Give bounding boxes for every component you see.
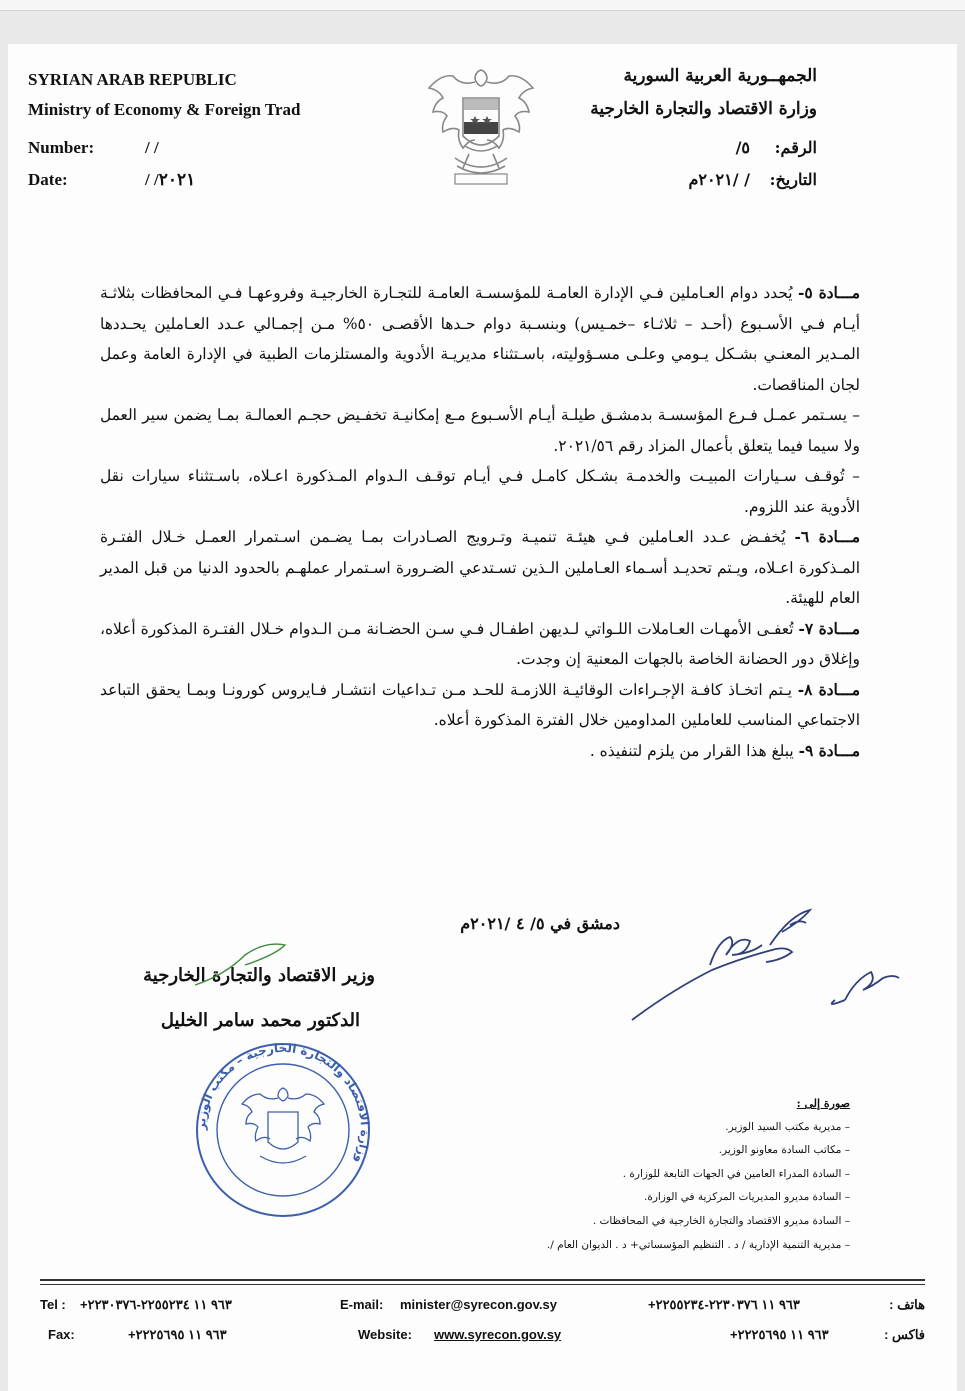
footer-email-value[interactable]: minister@syrecon.gov.sy xyxy=(400,1297,557,1312)
footer-phone-ar-value: +٩٦٣ ١١ ٢٢٣٠٣٧٦-٢٢٥٥٢٣٤ xyxy=(648,1297,800,1312)
header-number-value-ar: ٥/ xyxy=(735,138,750,157)
article-text: يبلغ هذا القرار من يلزم لتنفيذه . xyxy=(589,741,799,760)
article-9 xyxy=(100,736,860,767)
header-date-label-ar: التاريخ: xyxy=(769,170,817,189)
header-number-label-ar: الرقم: xyxy=(774,138,817,157)
header-date-value: / /٢٠٢١ xyxy=(145,170,196,189)
footer-website-label: Website: xyxy=(358,1327,412,1342)
footer-fax-label: Fax: xyxy=(48,1327,75,1342)
footer-phone-ar-label: هاتف : xyxy=(889,1297,925,1312)
cc-item: – السادة المدراء العامين في الجهات التابعة للوزارة . xyxy=(622,1167,850,1180)
article-label: مـــادة ٨- xyxy=(797,680,860,699)
article-8 xyxy=(100,675,860,736)
header-number-label: Number: xyxy=(28,138,95,157)
footer-fax-ar-value: +٩٦٣ ١١ ٢٢٢٥٦٩٥ xyxy=(730,1327,829,1342)
stamp-text: وزارة الاقتصاد والتجارة الخارجية – مكتب الوزير xyxy=(193,1040,373,1166)
header-date-label: Date: xyxy=(28,170,68,189)
footer-tel-label: Tel : xyxy=(40,1297,66,1312)
article-label: مـــادة ٦- xyxy=(794,528,860,546)
decision-body xyxy=(100,278,860,766)
article-label: مـــادة ٥- xyxy=(798,284,860,302)
article-text: يُحدد دوام العـاملين فـي الإدارة العامـة للمؤسسـة العامـة للتجـارة الخارجيـة وفروعهـا فـي المحافظات بثلاثـة أيـام فـي الأسـبوع (أحـد – ثلاثـاء –خمـيس) وبنسـبة دوام حـدها الأقصـى ٥٠% مـن إجمـالي عـدد العـاملين يحـددها المـدير المعنـي بشـكل يـومي وعلـى مسـؤوليته، باسـتثناء مديريـة الأدوية والمستلزمات الطبية في الإدارة العامة وعمل لجان المناقصات. xyxy=(100,284,860,394)
header-ministry-ar: وزارة الاقتصاد والتجارة الخارجية xyxy=(590,99,817,119)
green-signature-icon xyxy=(185,935,295,995)
article-text: تُعفـى الأمهـات العـاملات اللـواتي لـديهن اطفـال فـي سـن الحضـانة مـن الـدوام خـلال الفتـرة المذكورة أعلاه، وإغلاق دور الحضانة الخاصة بالجهات المعنية إن وجدت. xyxy=(100,619,860,668)
article-text: يُخفـض عـدد العـاملين فـي هيئـة تنميـة وتـرويج الصـادرات بمـا يضـمن اسـتمرار العمـل خـلال الفتـرة المـذكورة اعـلاه، ويـتم تحديـد أسـماء العـاملين الـذين تسـتدعي الضـرورة اسـتمرار عملهـم بالحدود الدنيا من قبل المدير العام للهيئة. xyxy=(100,528,860,607)
header-country-en: SYRIAN ARAB REPUBLIC xyxy=(28,70,237,89)
svg-text:وزارة الاقتصاد والتجارة الخارج xyxy=(194,1041,372,1165)
article-text: – يسـتمر عمـل فـرع المؤسسـة بدمشـق طيلـة أيـام الأسـبوع مـع إمكانيـة تخفـيض حجـم العمالـة بمـا يضمن سير العمل ولا سيما فيما يتعلق بأعمال المزاد رقم ٢٠٢١/٥٦. xyxy=(100,406,860,455)
footer-divider-thin xyxy=(40,1284,925,1285)
cc-item: – مكاتب السادة معاونو الوزير. xyxy=(718,1144,850,1157)
article-7 xyxy=(100,614,860,675)
place-date: دمشق في ٥/ ٤ /٢٠٢١م xyxy=(460,914,620,933)
cc-item: – مديرية مكتب السيد الوزير. xyxy=(725,1120,850,1133)
article-5 xyxy=(100,278,860,400)
cc-item: – مديرية التنمية الإدارية / د . التنظيم المؤسساتي+ د . الديوان العام /. xyxy=(546,1238,850,1251)
cc-item: – السادة مديرو الاقتصاد والتجارة الخارجية في المحافظات . xyxy=(592,1214,850,1227)
article-5-vehicles-clause xyxy=(100,461,860,522)
cc-list xyxy=(430,1092,850,1257)
footer-tel-value: +٩٦٣ ١١ ٢٢٥٥٢٣٤-٢٢٣٠٣٧٦ xyxy=(80,1297,232,1312)
minister-title: وزير الاقتصاد والتجارة الخارجية xyxy=(143,965,375,986)
article-6 xyxy=(100,522,860,614)
top-strip xyxy=(0,0,965,11)
footer-fax-ar-label: فاكس : xyxy=(884,1327,925,1342)
footer-fax-value: +٩٦٣ ١١ ٢٢٢٥٦٩٥ xyxy=(128,1327,227,1342)
article-text: – تُوقـف سـيارات المبيـت والخدمـة بشـكل كامـل فـي أيـام توقـف الـدوام المـذكورة اعـلاه، باسـتثناء سيارات نقل الأدوية عند اللزوم. xyxy=(100,467,860,516)
syrian-eagle-emblem-icon xyxy=(425,62,537,192)
cc-item: – السادة مديرو المديريات المركزية في الوزارة. xyxy=(643,1191,850,1204)
ministry-stamp-icon xyxy=(188,1040,378,1220)
header-country-ar: الجمهــورية العربية السورية xyxy=(623,66,817,86)
header-ministry-en: Ministry of Economy & Foreign Trad xyxy=(28,100,301,119)
article-5-branch-clause xyxy=(100,400,860,461)
footer-email-label: E-mail: xyxy=(340,1297,384,1312)
article-label: مـــادة ٧- xyxy=(798,619,860,638)
cc-title: صورة إلى : xyxy=(796,1097,850,1110)
article-text: يـتم اتخـاذ كافـة الإجـراءات الوقائيـة اللازمـة للحـد مـن تـداعيات انتشـار فـايروس كورونـا وبمـا يحقق التباعد الاجتماعي المناسب للعاملين المداومين خلال الفترة المذكورة أعلاه. xyxy=(100,680,860,729)
header-number-value: / / xyxy=(145,138,159,157)
header-date-value-ar: / /٢٠٢١م xyxy=(688,170,750,189)
article-label: مـــادة ٩- xyxy=(798,741,860,760)
footer-website-link[interactable]: www.syrecon.gov.sy xyxy=(434,1327,562,1342)
footer-divider xyxy=(40,1279,925,1281)
minister-name: الدكتور محمد سامر الخليل xyxy=(160,1010,360,1031)
minister-signature-icon xyxy=(620,905,910,1035)
